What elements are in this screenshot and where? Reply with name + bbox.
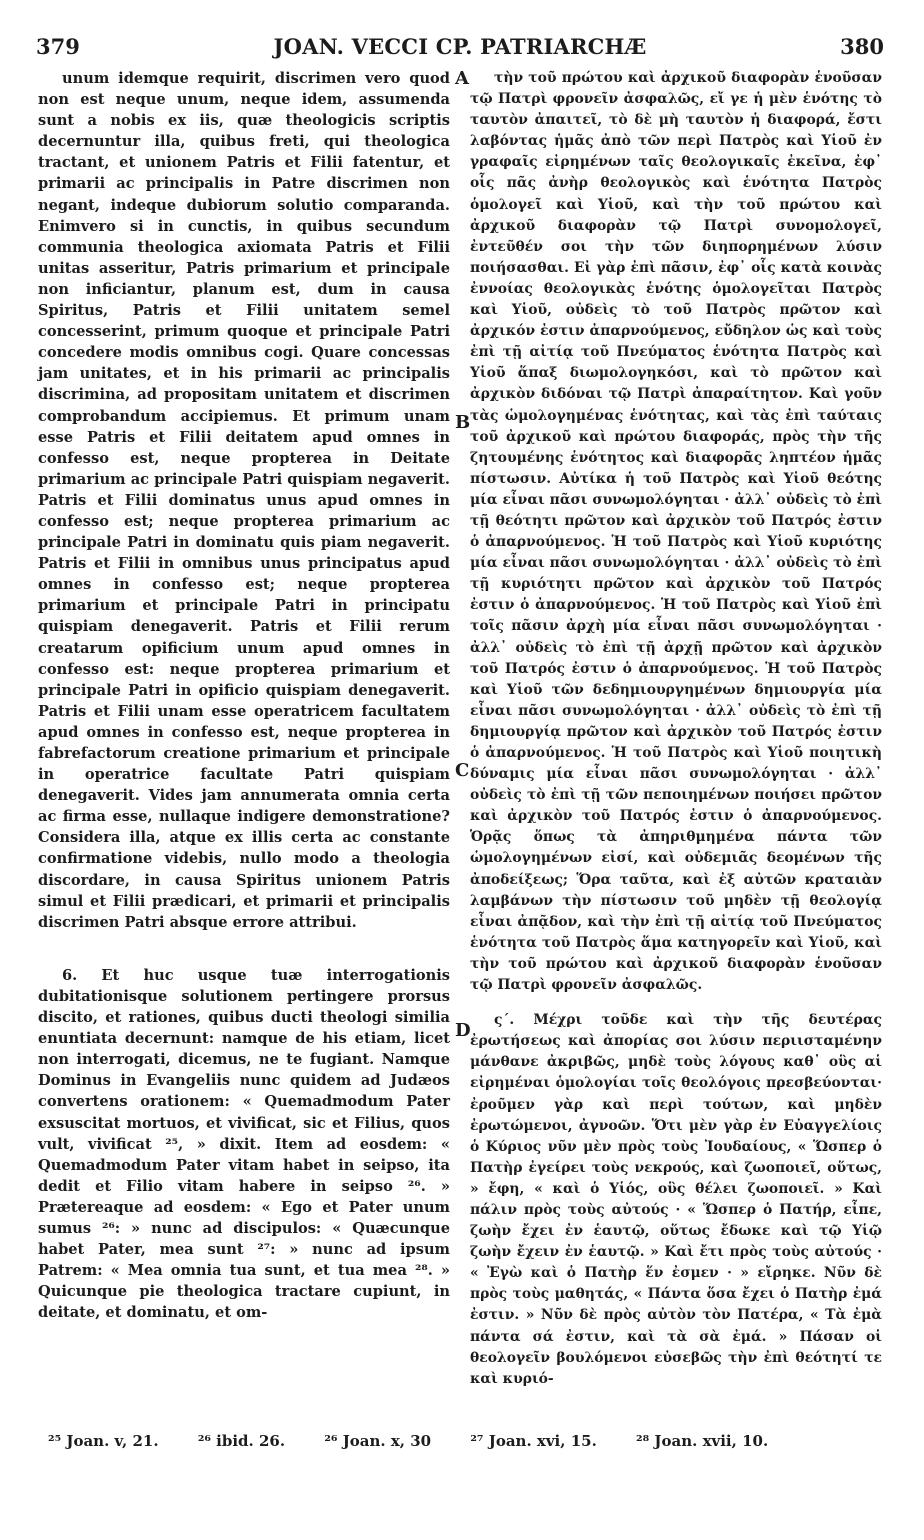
footnote-26b: ²⁶ Joan. x, 30 [324,1432,432,1450]
margin-marker-c: C [455,760,470,781]
latin-column [38,68,450,1323]
footnote-26a: ²⁶ ibid. 26. [197,1432,286,1450]
margin-marker-d: D [455,1020,471,1041]
greek-column [470,68,882,1390]
footnote-25: ²⁵ Joan. v, 21. [48,1432,159,1450]
page-number-left: 379 [36,34,80,59]
footnote-28: ²⁸ Joan. xvii, 10. [636,1432,769,1450]
footnote-27: ²⁷ Joan. xvi, 15. [470,1432,597,1450]
latin-paragraph-1: unum idemque requirit, discrimen vero quod non est neque unum, neque idem, assumenda sunt a nobis ex iis, quæ theologicis scriptis decernuntur illa, quibus freti, qui theologica tractant, et unionem Patris et Filii fatentur, et primarii ac principalis in Patre discrimen non negant, indeque dubiorum solutio comparanda. Enimvero si in cunctis, in quibus secundum communia theologica axiomata Patris et Filii unitas asseritur, Patris primarium et principale non inficiantur, planum est, dum in causa Spiritus, Patris et Filii unitatem semel concesserint, primum quoque et principale Patri concedere modis omnibus cogi. Quare concessas jam unitates, et in his primarii ac principalis discrimina, ad propositam unitatem et discrimen comprobandum accipiemus. Et primum unam esse Patris et Filii deitatem apud omnes in confesso est, neque propterea in Deitate primarium ac principale Patri quispiam negaverit. Patris et Filii dominatus unus apud omnes in confesso est; neque propterea primarium ac principale Patri in dominatu quis piam negaverit. Patris et Filii in omnibus unus principatus apud omnes in confesso est; neque propterea primarium et principale Patri in principatu quispiam denegaverit. Patris et Filii rerum creatarum opificium unum apud omnes in confesso est: neque propterea primarium et principale Patri in opificio quispiam denegaverit. Patris et Filii unam esse operatricem facultatem apud omnes in confesso est, neque propterea in fabrefactorum creatione primarium et principale in operatrice facultate Patri quispiam denegaverit. Vides jam annumerata omnia certa ac firma esse, nullaque indigere demonstratione? Considera illa, atque ex illis certa ac constante confirmatione videbis, nullo modo a theologia discordare, in causa Spiritus unionem Patris simul et Filii prædicari, et primarii et principalis discrimen Patri absque errore attribui. [38,70,450,931]
footnotes [48,1432,884,1450]
page-number-right: 380 [840,34,884,59]
latin-paragraph-2: 6. Et huc usque tuæ interrogationis dubitationisque solutionem pertingere prorsus discito, et rationes, quibus ducti theologi similia enuntiata decernunt: namque de his etiam, licet non interrogati, dicemus, ne te fugiant. Namque Dominus in Evangeliis nunc quidem ad Judæos convertens orationem: « Quemadmodum Pater exsuscitat mortuos, et vivificat, sic et Filius, quos vult, vivificat ²⁵, » dixit. Item ad eosdem: « Quemadmodum Pater vitam habet in seipso, ita dedit et Filio vitam habere in seipso ²⁶. » Prætereaque ad eosdem: « Ego et Pater unum sumus ²⁶: » nunc ad discipulos: « Quæcunque habet Pater, mea sunt ²⁷: » nunc ad ipsum Patrem: « Mea omnia tua sunt, et tua mea ²⁸. » Quicunque pie theologica tractare cupiunt, in deitate, et dominatu, et om- [38,966,450,1322]
greek-paragraph-1: τὴν τοῦ πρώτου καὶ ἀρχικοῦ διαφορὰν ἑνοῦσαν τῷ Πατρὶ φρονεῖν ἀσφαλῶς, εἴ γε ἡ μὲν ἑνότης τὸ ταυτὸν ἀπαιτεῖ, τὸ δὲ μὴ ταυτὸν ἡ διαφορά, ἔστι λαβόντας ἡμᾶς ἀπὸ τῶν περὶ Πατρὸς καὶ Υἱοῦ ἐν γραφαῖς εἰρημένων ταῖς θεολογικαῖς ἐκεῖνα, ἐφ᾽ οἷς πᾶς ἀνὴρ θεολογικὸς καὶ ἑνότητα Πατρὸς ὁμολογεῖ καὶ Υἱοῦ, καὶ τὴν τοῦ πρώτου καὶ ἀρχικοῦ διαφορὰν τῷ Πατρὶ συνομολογεῖ, ἐντεῦθέν σοι τὴν τῶν διηπορημένων λύσιν ποιήσασθαι. Εἰ γὰρ ἐπὶ πᾶσιν, ἐφ᾽ οἷς κατὰ κοινὰς ἐννοίας θεολογικὰς ἑνότης ὁμολογεῖται Πατρὸς καὶ Υἱοῦ, οὐδεὶς τὸ τοῦ Πατρὸς πρῶτον καὶ ἀρχικόν ἐστιν ἀπαρνούμενος, εὔδηλον ὡς καὶ τοὺς ἐπὶ τῇ αἰτίᾳ τοῦ Πνεύματος ἑνότητα Πατρὸς καὶ Υἱοῦ ἅπαξ διωμολογηκόσι, καὶ τὸ πρῶτον καὶ ἀρχικὸν διδόναι τῷ Πατρὶ ἀπαραίτητον. Καὶ γοῦν τὰς ὡμολογημένας ἑνότητας, καὶ τὰς ἐπὶ ταύταις τοῦ ἀρχικοῦ καὶ πρώτου διαφοράς, πρὸς τὴν τῆς ζητουμένης ἑνότητος καὶ διαφορᾶς ληπτέον ἡμᾶς πίστωσιν. Αὐτίκα ἡ τοῦ Πατρὸς καὶ Υἱοῦ θεότης μία εἶναι πᾶσι συνωμολόγηται · ἀλλ᾽ οὐδεὶς τὸ ἐπὶ τῇ θεότητι πρῶτον καὶ ἀρχικὸν τοῦ Πατρός ἐστιν ὁ ἀπαρνούμενος. Ἡ τοῦ Πατρὸς καὶ Υἱοῦ κυριότης μία εἶναι πᾶσι συνωμολόγηται · ἀλλ᾽ οὐδεὶς τὸ ἐπὶ τῇ κυριότητι πρῶτον καὶ ἀρχικὸν τοῦ Πατρός ἐστιν ὁ ἀπαρνούμενος. Ἡ τοῦ Πατρὸς καὶ Υἱοῦ ἐπὶ τοῖς πᾶσιν ἀρχὴ μία εἶναι πᾶσι συνωμολόγηται · ἀλλ᾽ οὐδεὶς τὸ ἐπὶ τῇ ἀρχῇ πρῶτον καὶ ἀρχικὸν τοῦ Πατρός ἐστιν ὁ ἀπαρνούμενος. Ἡ τοῦ Πατρὸς καὶ Υἱοῦ τῶν δεδημιουργημένων δημιουργία μία εἶναι πᾶσι συνωμολόγηται · ἀλλ᾽ οὐδεὶς τὸ ἐπὶ τῇ δημιουργίᾳ πρῶτον καὶ ἀρχικὸν τοῦ Πατρός ἐστιν ὁ ἀπαρνούμενος. Ἡ τοῦ Πατρὸς καὶ Υἱοῦ ποιητικὴ δύναμις μία εἶναι πᾶσι συνωμολόγηται · ἀλλ᾽ οὐδεὶς τὸ ἐπὶ τῇ τῶν πεποιημένων ποιήσει πρῶτον καὶ ἀρχικὸν τοῦ Πατρός ἐστιν ὁ ἀπαρνούμενος. Ὁρᾷς ὅπως τὰ ἀπηριθμημένα πάντα τῶν ὡμολογημένων εἰσί, καὶ οὐδεμιᾶς δεομένων τῆς ἀποδείξεως; Ὅρα ταῦτα, καὶ ἐξ αὐτῶν κραταιὰν λαμβάνων τὴν πίστωσιν τοῦ μηδὲν τῇ θεολογίᾳ εἶναι ἀπᾷδον, καὶ τὴν ἐπὶ τῇ αἰτίᾳ τοῦ Πνεύματος ἑνότητα τοῦ Πατρὸς ἅμα κατηγορεῖν καὶ Υἱοῦ, καὶ τὴν τοῦ πρώτου καὶ ἀρχικοῦ διαφορὰν ἑνοῦσαν τῷ Πατρὶ φρονεῖν ἀσφαλῶς. [470,70,882,994]
running-title: JOAN. VECCI CP. PATRIARCHÆ [273,34,647,59]
margin-marker-b: B [455,412,471,433]
margin-marker-a: A [455,68,469,89]
greek-paragraph-2: ς΄. Μέχρι τοῦδε καὶ τὴν τῆς δευτέρας ἐρωτήσεως καὶ ἀπορίας σοι λύσιν περιισταμένην μάνθανε ἀκριβῶς, μηδὲ τοὺς λόγους καθ᾽ οὓς αἱ εἰρημέναι ὁμολογίαι τοῖς θεολόγοις πρεσβεύονται· ἐροῦμεν γὰρ καὶ περὶ τούτων, καὶ μηδὲν ἐρωτώμενοι, ἀγνοῶν. Ὅτι μὲν γὰρ ἐν Εὐαγγελίοις ὁ Κύριος νῦν μὲν πρὸς τοὺς Ἰουδαίους, « Ὥσπερ ὁ Πατὴρ ἐγείρει τοὺς νεκρούς, καὶ ζωοποιεῖ, οὕτως, » ἔφη, « καὶ ὁ Υἱός, οὓς θέλει ζωοποιεῖ. » Καὶ πάλιν πρὸς τοὺς αὐτούς · « Ὥσπερ ὁ Πατήρ, εἶπε, ζωὴν ἔχει ἐν ἑαυτῷ, οὕτως ἔδωκε καὶ τῷ Υἱῷ ζωὴν ἔχειν ἐν ἑαυτῷ. » Καὶ ἔτι πρὸς τοὺς αὐτούς · « Ἐγὼ καὶ ὁ Πατὴρ ἕν ἐσμεν · » εἴρηκε. Νῦν δὲ πρὸς τοὺς μαθητάς, « Πάντα ὅσα ἔχει ὁ Πατὴρ ἐμά ἐστιν. » Νῦν δὲ πρὸς αὐτὸν τὸν Πατέρα, « Τὰ ἐμὰ πάντα σά ἐστιν, καὶ τὰ σὰ ἐμά. » Πάσαν οἱ θεολογεῖν βουλόμενοι εὐσεβῶς τὴν ἐπὶ θεότητί τε καὶ κυριό- [470,1012,882,1387]
running-header [36,34,884,66]
